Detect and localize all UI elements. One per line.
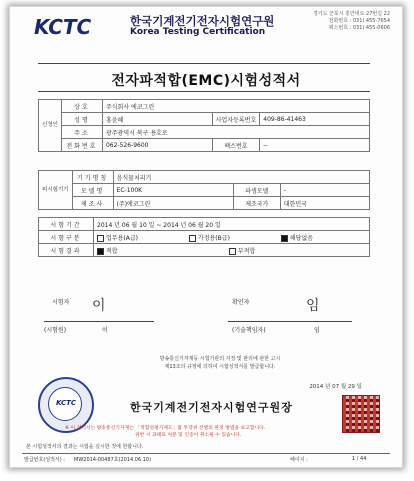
option-fail — [229, 246, 255, 255]
test-type-label: 시험구분 — [39, 231, 94, 244]
company-value: 주식회사 에코그린 — [102, 100, 369, 113]
option-label: 적합 — [106, 247, 118, 255]
issue-date: 2014 년 07 월 29 일 — [309, 384, 362, 390]
name-value: 홍윤혜 — [102, 113, 212, 126]
option-business — [97, 233, 187, 242]
doc-no-label: 발급번호(성적서) : — [24, 457, 65, 463]
tester-name: 이 — [102, 327, 108, 334]
address-value: 광주광역시 북구 용호로 — [102, 126, 369, 139]
checkbox-checked-icon — [281, 235, 288, 242]
fax-line: 팩스번호 : 031) 455-0606 — [328, 25, 390, 31]
name-label: 성명 — [61, 113, 102, 126]
warning-line: 위반 시 과태료 처분 및 인증이 취소될 수 있습니다. — [135, 433, 242, 438]
country-label: 제조국가 — [233, 197, 280, 210]
institute-name: 한국기계전기전자시험연구원장 — [130, 401, 293, 414]
device-name-label: 기기명칭 — [72, 171, 113, 184]
equipment-section-label — [39, 171, 73, 210]
phone-label: 전화번호 — [61, 139, 102, 152]
test-type-options — [94, 231, 370, 244]
approver-signature: 임 — [306, 298, 320, 314]
section-text: 신청인 — [42, 122, 58, 128]
document-title: 전자파적합(EMC)시험성적서 — [111, 73, 301, 89]
applicant-table — [38, 99, 370, 152]
approver-rule — [228, 321, 352, 322]
option-pass — [97, 246, 227, 255]
phone-value: 062-526-9600 — [102, 139, 212, 152]
section-text: 피시험기기 — [42, 186, 69, 193]
issuance-statement — [70, 355, 370, 371]
manufacturer-label: 제조사 — [72, 197, 113, 210]
option-home — [189, 233, 279, 242]
statement-line: 제13조의 규정에 의하여 시험성적서를 발급합니다. — [164, 364, 276, 370]
checkbox-checked-icon — [97, 248, 104, 255]
model-label: 모델명 — [72, 184, 113, 197]
device-name-value: 음식물처리기 — [113, 171, 369, 184]
checkbox-icon — [229, 248, 236, 255]
fax-value: -- — [260, 139, 370, 152]
checkbox-icon — [189, 235, 196, 242]
approver-label: 확인자 — [232, 299, 250, 306]
test-result-options — [94, 244, 370, 257]
title-rule-bottom — [38, 91, 370, 92]
fax-label: 팩스번호 — [212, 139, 260, 152]
test-period-label: 시험기간 — [39, 218, 94, 231]
approver-name: 임 — [314, 327, 320, 334]
bizno-label: 사업자등록번호 — [212, 113, 260, 126]
statement-line: 방송통신기자재등 시험기관의 지정 및 관리에 관한 고시 — [159, 356, 281, 362]
title-rule-top — [38, 63, 370, 64]
logo-text: KCTC — [34, 15, 92, 39]
derived-model-label: 파생모델 — [233, 184, 280, 197]
manufacturer-value: (주)에코그린 — [113, 197, 233, 210]
seal-logo: KCTC — [55, 399, 77, 407]
approver-role: (기술책임자) — [232, 327, 266, 334]
tester-rule — [44, 321, 154, 322]
footer-bar — [22, 453, 390, 464]
test-period-value: 2014 년 06 월 10 일 ~ 2014 년 06 월 20 일 — [94, 218, 370, 231]
test-info-table — [38, 217, 370, 257]
equipment-table — [38, 170, 370, 210]
option-label: 부적합 — [237, 247, 256, 255]
model-value: EC-100K — [113, 184, 233, 197]
derived-model-value: - — [280, 184, 369, 197]
address-label: 주소 — [61, 126, 102, 139]
warning-notice — [65, 425, 265, 439]
document-header — [10, 7, 402, 41]
certificate-sheet — [9, 6, 403, 468]
tester-signature: 이 — [92, 298, 106, 314]
country-value: 대한민국 — [280, 197, 369, 210]
checkbox-icon — [97, 235, 104, 242]
kctc-logo — [34, 15, 91, 39]
page-value: 1 / 44 — [352, 456, 367, 462]
test-result-label: 시험결과 — [39, 244, 94, 257]
org-address — [313, 11, 390, 32]
company-label: 상호 — [61, 100, 102, 113]
phone-line: 전화번호 : 031) 455-7654 — [328, 18, 390, 24]
option-na — [281, 233, 313, 242]
doc-no-value: MW2014-00487호(2014.06.10) — [74, 457, 152, 463]
address-line: 경기도 군포시 흥안대로 27번길 22 — [312, 11, 390, 17]
warning-line: ※ 이 성적서는 방송통신기자재는 「적합성평가제도」를 무작위 선별의 판정 방법을 보고합니다. — [65, 426, 266, 431]
org-name-korean: 한국기계전기전자시험연구원 — [130, 14, 275, 28]
page-label: 페이지 : — [290, 457, 308, 463]
option-label: 업무용(A급) — [106, 234, 138, 242]
org-name-english: Korea Testing Certification — [130, 27, 266, 37]
official-stamp — [342, 395, 380, 433]
applicant-section-label — [39, 100, 62, 152]
option-label: 가정용(B급) — [197, 234, 230, 242]
tester-label: 시험자 — [52, 299, 70, 306]
footer-note: 본 시험성적서의 결과는 시험을 실시한 것에 한합니다. — [26, 444, 144, 450]
option-label: 해당없음 — [289, 234, 314, 242]
bizno-value: 409-86-41463 — [260, 113, 370, 126]
tester-role: (시험원) — [44, 327, 67, 334]
